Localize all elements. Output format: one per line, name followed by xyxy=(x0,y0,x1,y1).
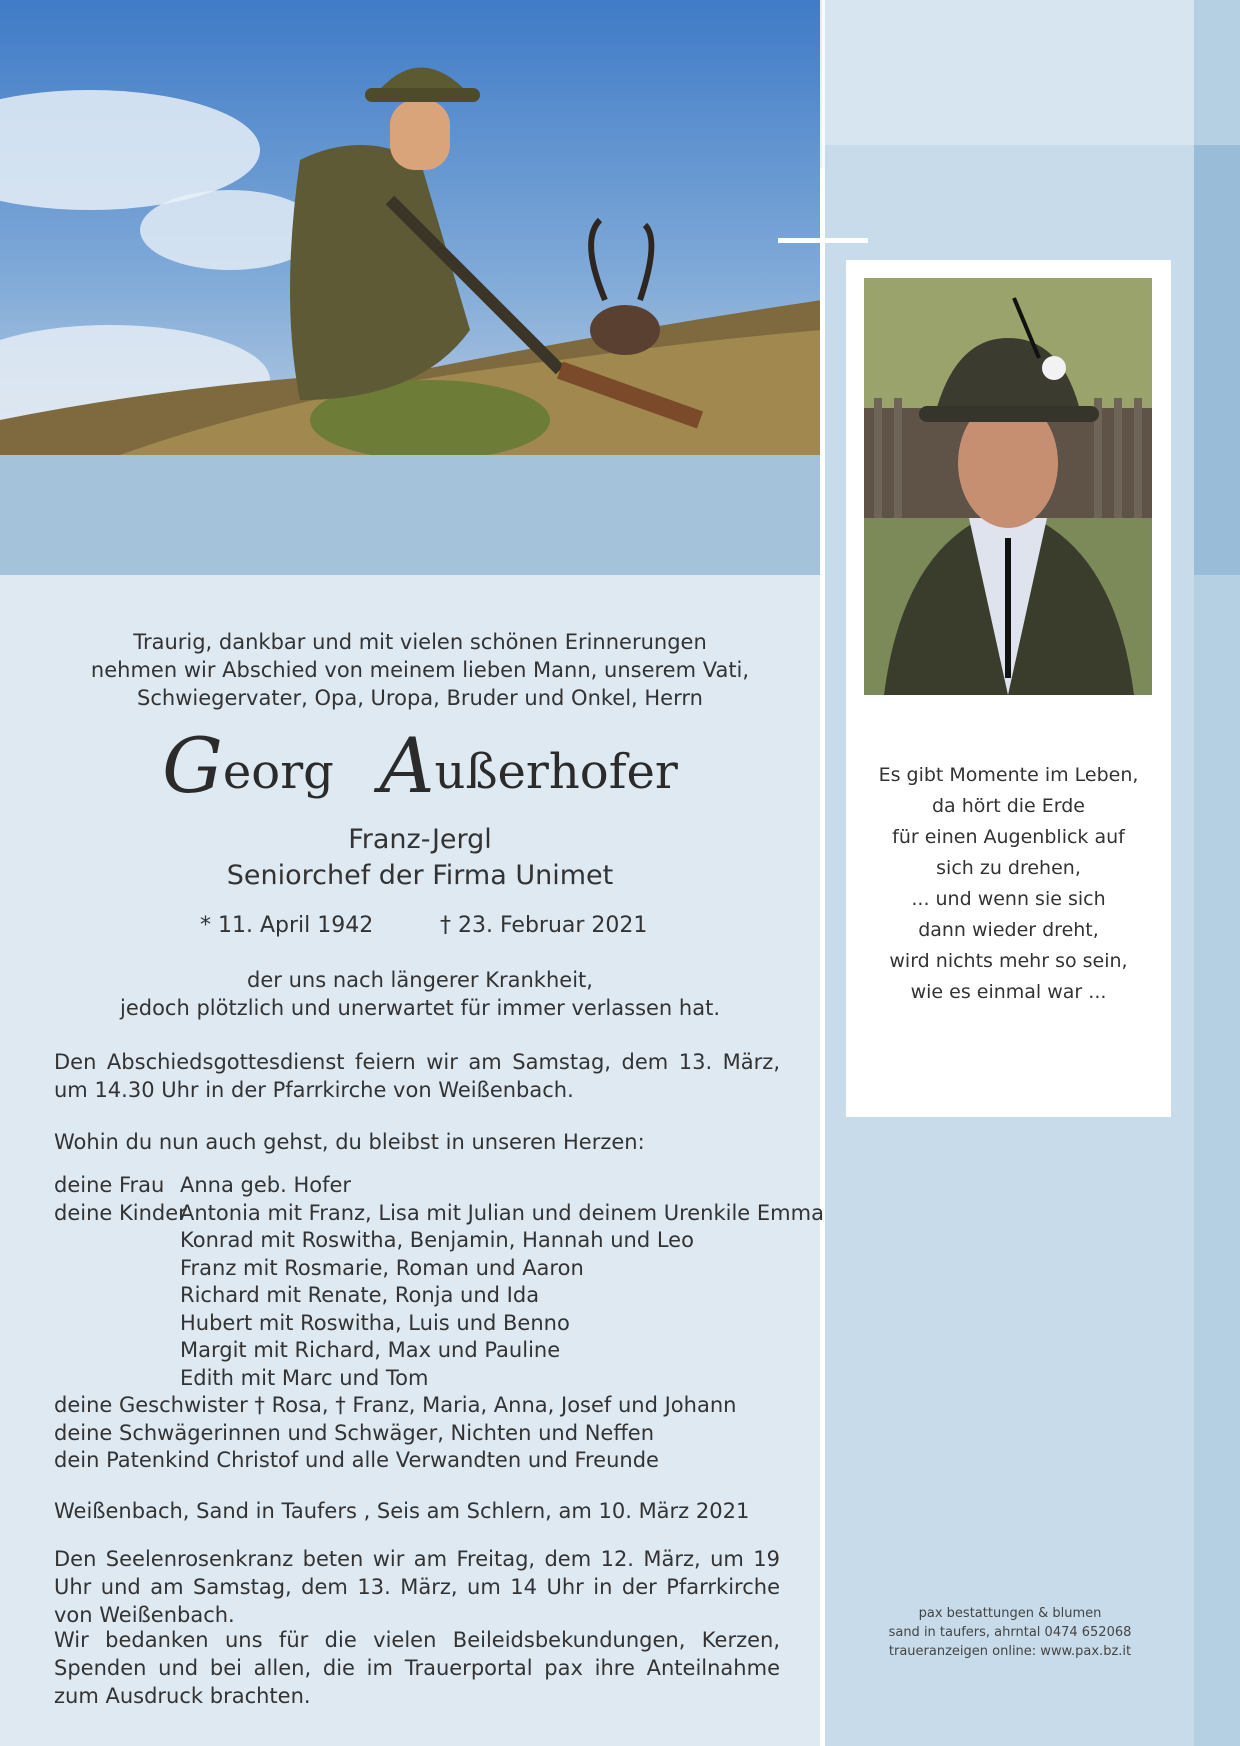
thanks-text: Wir bedanken uns für die vielen Beileidsbekundungen, Kerzen, Spenden und bei allen, die im Trauerportal pax ihre Anteilnahme zum Ausdruck brachten. xyxy=(54,1628,780,1708)
poem-line: da hört die Erde xyxy=(931,795,1085,817)
last-name xyxy=(379,721,678,810)
poem-line: wird nichts mehr so sein, xyxy=(889,950,1128,972)
departed-line: jedoch plötzlich und unerwartet für immer verlassen hat. xyxy=(119,996,721,1020)
rosary-text: Den Seelenrosenkranz beten wir am Freitag, dem 12. März, um 19 Uhr und am Samstag, dem 13. März, um 14 Uhr in der Pfarrkirche von Weißenbach. xyxy=(54,1547,780,1627)
poem-line: wie es einmal war ... xyxy=(910,981,1107,1003)
nickname: Franz-Jergl xyxy=(348,824,492,855)
intro-text xyxy=(60,628,780,712)
last-name-rest: ußerhofer xyxy=(434,744,678,800)
child-line: Antonia mit Franz, Lisa mit Julian und deinem Urenkile Emma xyxy=(180,1200,824,1225)
cross-vertical xyxy=(820,168,825,1746)
child-line: Edith mit Marc und Tom xyxy=(180,1365,429,1390)
poem-line: ... und wenn sie sich xyxy=(911,888,1106,910)
family-line: deine Schwägerinnen und Schwäger, Nichten und Neffen xyxy=(54,1420,655,1445)
funeral-text: Den Abschiedsgottesdienst feiern wir am Samstag, dem 13. März, um 14.30 Uhr in der Pfarrkirche von Weißenbach. xyxy=(54,1050,780,1102)
child-line: Franz mit Rosmarie, Roman und Aaron xyxy=(180,1255,584,1280)
footer-line: traueranzeigen online: www.pax.bz.it xyxy=(888,1644,1132,1659)
first-name xyxy=(162,721,334,810)
family-line: dein Patenkind Christof und alle Verwandten und Freunde xyxy=(54,1448,659,1472)
job-title: Seniorchef der Firma Unimet xyxy=(226,860,614,891)
place-date: Weißenbach, Sand in Taufers , Seis am Schlern, am 10. März 2021 xyxy=(54,1499,750,1523)
deceased-name xyxy=(40,721,800,810)
intro-line: Schwiegervater, Opa, Uropa, Bruder und Onkel, Herrn xyxy=(137,686,703,710)
family-line: deine Geschwister † Rosa, † Franz, Maria, Anna, Josef und Johann xyxy=(54,1393,737,1417)
intro-line: Traurig, dankbar und mit vielen schönen Erinnerungen xyxy=(133,630,707,654)
remembrance-text: Wohin du nun auch gehst, du bleibst in unseren Herzen: xyxy=(54,1130,645,1154)
first-name-rest: eorg xyxy=(222,744,334,800)
blue-band xyxy=(0,455,822,575)
portrait-photo xyxy=(864,278,1152,695)
intro-line: nehmen wir Abschied von meinem lieben Mann, unserem Vati, xyxy=(90,658,750,682)
departed-text xyxy=(60,966,780,1022)
child-line: Richard mit Renate, Ronja und Ida xyxy=(180,1283,540,1307)
poem-line: sich zu drehen, xyxy=(936,857,1081,879)
poem-line: Es gibt Momente im Leben, xyxy=(878,764,1139,786)
wife-name: Anna geb. Hofer xyxy=(180,1173,352,1197)
first-name-initial: G xyxy=(162,721,223,810)
family-row xyxy=(54,1172,794,1200)
hunter-photo xyxy=(0,0,822,455)
wife-label: deine Frau xyxy=(54,1173,165,1197)
footer-line: sand in taufers, ahrntal 0474 652068 xyxy=(888,1625,1132,1640)
family-row xyxy=(54,1200,824,1228)
right-edge-band-dark xyxy=(1194,145,1240,575)
portrait-card xyxy=(846,260,1171,1117)
child-line: Konrad mit Roswitha, Benjamin, Hannah und Leo xyxy=(180,1228,694,1252)
footer xyxy=(860,1604,1160,1661)
child-line: Margit mit Richard, Max und Pauline xyxy=(180,1338,561,1362)
poem xyxy=(846,760,1171,1008)
poem-line: für einen Augenblick auf xyxy=(892,826,1125,848)
last-name-initial: A xyxy=(379,721,435,810)
child-line: Hubert mit Roswitha, Luis und Benno xyxy=(180,1310,570,1335)
death-date: † 23. Februar 2021 xyxy=(440,913,648,938)
departed-line: der uns nach längerer Krankheit, xyxy=(247,968,593,992)
right-panel-top xyxy=(822,0,1194,145)
family-list xyxy=(54,1172,824,1475)
footer-line: pax bestattungen & blumen xyxy=(918,1606,1102,1621)
cross-horizontal xyxy=(778,238,868,243)
poem-line: dann wieder dreht, xyxy=(918,919,1099,941)
birth-date: * 11. April 1942 xyxy=(200,913,374,938)
children-label: deine Kinder xyxy=(54,1200,187,1225)
